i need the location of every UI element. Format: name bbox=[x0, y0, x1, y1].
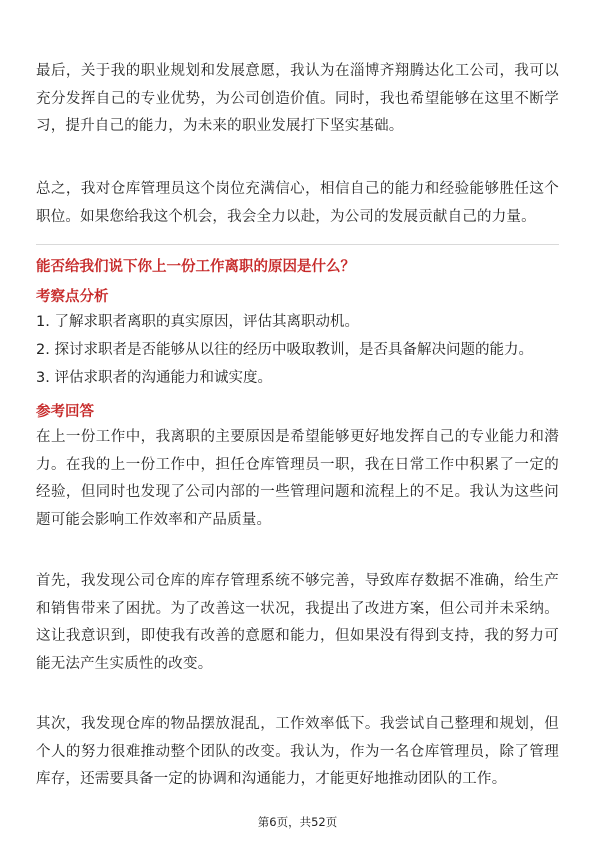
analysis-item-3: 3. 评估求职者的沟通能力和诚实度。 bbox=[36, 370, 272, 386]
analysis-item-1: 1. 了解求职者离职的真实原因，评估其离职动机。 bbox=[36, 314, 359, 330]
section-divider bbox=[36, 244, 559, 245]
answer-heading: 参考回答 bbox=[36, 404, 94, 420]
analysis-heading: 考察点分析 bbox=[36, 289, 109, 305]
question-title: 能否给我们说下你上一份工作离职的原因是什么？ bbox=[36, 259, 355, 275]
answer-paragraph-2: 首先，我发现公司仓库的库存管理系统不够完善，导致库存数据不准确，给生产和销售带来了困扰。为了改善这一状况，我提出了改进方案，但公司并未采纳。这让我意识到，即使我有改善的意愿和能力，但如果没有得到支持，我的努力可能无法产生实质性的改变。 bbox=[36, 573, 559, 672]
page-number-footer: 第6页，共52页 bbox=[257, 815, 338, 829]
answer-paragraph-1: 在上一份工作中，我离职的主要原因是希望能够更好地发挥自己的专业能力和潜力。在我的上一份工作中，担任仓库管理员一职，我在日常工作中积累了一定的经验，但同时也发现了公司内部的一些管理问题和流程上的不足。我认为这些问题可能会影响工作效率和产品质量。 bbox=[36, 429, 559, 528]
paragraph-career-plan: 最后，关于我的职业规划和发展意愿，我认为在淄博齐翔腾达化工公司，我可以充分发挥自己的专业优势，为公司创造价值。同时，我也希望能够在这里不断学习，提升自己的能力，为未来的职业发展打下坚实基础。 bbox=[36, 63, 559, 134]
document-page bbox=[36, 0, 559, 842]
answer-paragraph-3: 其次，我发现仓库的物品摆放混乱，工作效率低下。我尝试自己整理和规划，但个人的努力很难推动整个团队的改变。我认为，作为一名仓库管理员，除了管理库存，还需要具备一定的协调和沟通能力，才能更好地推动团队的工作。 bbox=[36, 716, 559, 787]
paragraph-conclusion: 总之，我对仓库管理员这个岗位充满信心，相信自己的能力和经验能够胜任这个职位。如果您给我这个机会，我会全力以赴，为公司的发展贡献自己的力量。 bbox=[36, 181, 559, 225]
analysis-item-2: 2. 探讨求职者是否能够从以往的经历中吸取教训，是否具备解决问题的能力。 bbox=[36, 342, 533, 358]
